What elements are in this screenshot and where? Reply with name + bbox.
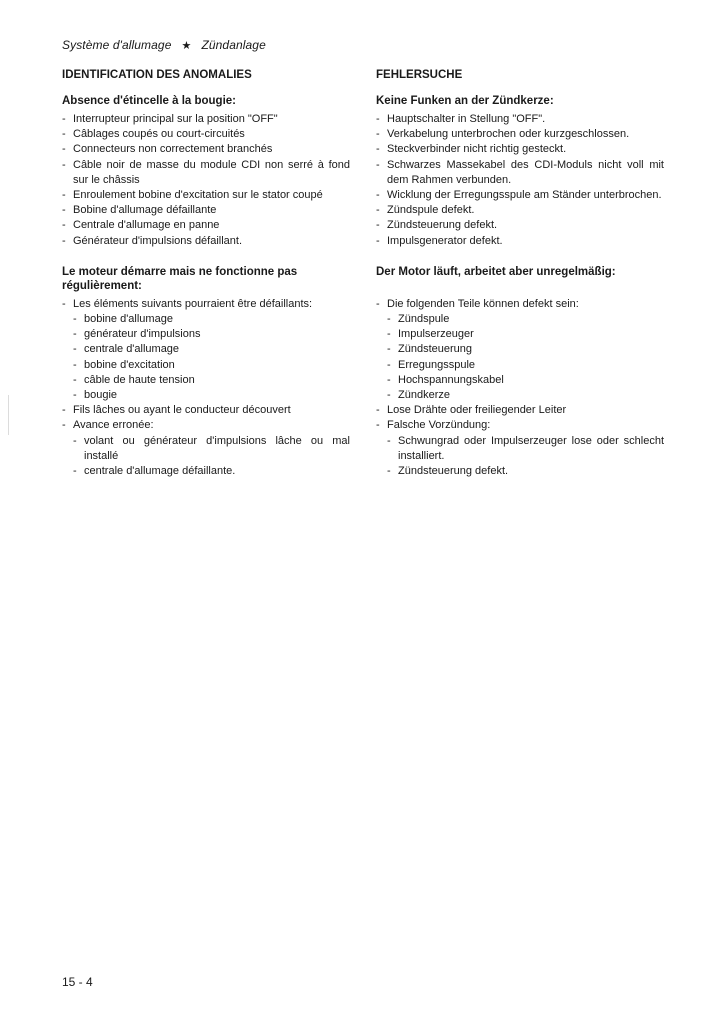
list-item: - Générateur d'impulsions défaillant. [62,234,350,249]
list-item: - Avance erronée: [62,418,350,433]
column-german [376,68,664,479]
header-title-fr: Système d'allumage [62,38,172,52]
list-item: - Fils lâches ou ayant le conducteur découvert [62,403,350,418]
sub-list-item: - générateur d'impulsions [62,327,350,342]
sub-list-item: - Zündkerze [376,388,664,403]
scan-margin-line [8,395,9,435]
list-item: - Câble noir de masse du module CDI non serré à fond sur le châssis [62,158,350,188]
sub-list-item: - Erregungsspule [376,358,664,373]
page-number: 15 - 4 [62,975,93,989]
list-no-spark-de [376,112,664,249]
list-item: - Interrupteur principal sur la position "OFF" [62,112,350,127]
list-item: - Verkabelung unterbrochen oder kurzgeschlossen. [376,127,664,142]
column-title-fr: IDENTIFICATION DES ANOMALIES [62,69,252,81]
list-item: - Câblages coupés ou court-circuités [62,127,350,142]
section-title-irregular-fr: Le moteur démarre mais ne fonctionne pas régulièrement: [62,265,298,292]
list-item: - Impulsgenerator defekt. [376,234,664,249]
list-item: - Zündspule defekt. [376,203,664,218]
list-item: - Schwarzes Massekabel des CDI-Moduls nicht voll mit dem Rahmen verbunden. [376,158,664,188]
list-item: - Bobine d'allumage défaillante [62,203,350,218]
section-no-spark-fr [62,94,350,249]
list-item: - Steckverbinder nicht richtig gesteckt. [376,142,664,157]
list-no-spark-fr [62,112,350,249]
sub-list-item: - bobine d'excitation [62,358,350,373]
list-irregular-fr [62,297,350,479]
star-separator-icon: ★ [181,40,192,52]
sub-list-item: - bobine d'allumage [62,312,350,327]
column-french [62,68,350,479]
section-title-no-spark-de: Keine Funken an der Zündkerze: [376,95,554,107]
list-item: - Hauptschalter in Stellung "OFF". [376,112,664,127]
list-item: - Falsche Vorzündung: [376,418,664,433]
sub-list-item: - bougie [62,388,350,403]
list-item: - Enroulement bobine d'excitation sur le stator coupé [62,188,350,203]
sub-list-item: - Hochspannungskabel [376,373,664,388]
list-item: - Wicklung der Erregungsspule am Ständer unterbrochen. [376,188,664,203]
section-irregular-fr [62,265,350,479]
sub-list-item: - câble de haute tension [62,373,350,388]
list-item: - Die folgenden Teile können defekt sein: [376,297,664,312]
header-title-de: Zündanlage [201,38,266,52]
list-irregular-de [376,297,664,479]
sub-list-item: - volant ou générateur d'impulsions lâche ou mal installé [62,434,350,464]
sub-list-item: - Zündsteuerung [376,342,664,357]
list-item: - Centrale d'allumage en panne [62,218,350,233]
section-title-no-spark-fr: Absence d'étincelle à la bougie: [62,95,237,107]
sub-list-item: - Zündsteuerung defekt. [376,464,664,479]
list-item: - Lose Drähte oder freiliegender Leiter [376,403,664,418]
section-irregular-de [376,265,664,479]
page-header [62,38,266,52]
sub-list-item: - centrale d'allumage [62,342,350,357]
list-item: - Zündsteuerung defekt. [376,218,664,233]
column-title-de: FEHLERSUCHE [376,69,463,81]
section-title-irregular-de: Der Motor läuft, arbeitet aber unregelmäßig: [376,265,616,278]
list-item: - Les éléments suivants pourraient être défaillants: [62,297,350,312]
list-item: - Connecteurs non correctement branchés [62,142,350,157]
sub-list-item: - centrale d'allumage défaillante. [62,464,350,479]
section-no-spark-de [376,94,664,249]
sub-list-item: - Schwungrad oder Impulserzeuger lose oder schlecht installiert. [376,434,664,464]
sub-list-item: - Impulserzeuger [376,327,664,342]
sub-list-item: - Zündspule [376,312,664,327]
